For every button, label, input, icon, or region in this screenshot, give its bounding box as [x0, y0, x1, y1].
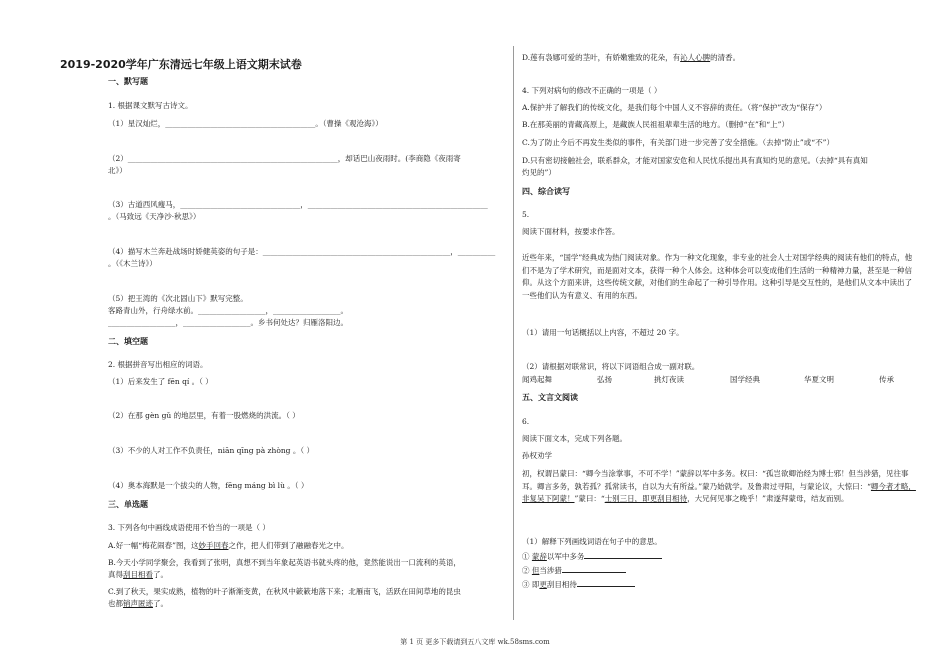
section-heading: 五、文言文阅读 — [522, 393, 578, 402]
item-text: 以军中多务 — [546, 552, 585, 561]
option-text: 了。 — [153, 599, 168, 608]
classical-passage — [522, 468, 918, 506]
section-heading: 四、综合读写 — [522, 187, 570, 196]
question-item: 。（《木兰诗》） — [108, 259, 157, 268]
answer-blank[interactable] — [562, 564, 626, 573]
word-option: 挑灯夜读 — [654, 375, 684, 384]
blank-item — [522, 564, 626, 576]
underlined-sentence: 卿今者才略，非复吴下阿蒙！ — [522, 481, 916, 503]
underlined-idiom: 沁人心脾 — [680, 53, 711, 62]
item-text: 当涉猎 — [539, 566, 562, 575]
blank-item — [522, 550, 662, 562]
question-number: 6. — [522, 417, 530, 426]
option-a: A.保护并了解我们的传统文化，是我们每个中国人义不容辞的责任。（将“保护”改为“保存”） — [522, 103, 827, 112]
passage-title: 孙权劝学 — [522, 451, 552, 460]
item-mark: ② — [522, 566, 530, 575]
question-item: （3）不少的人对工作不负责任，niān qīng pà zhòng 。（ ） — [108, 446, 315, 455]
underlined-idiom: 刮目相看 — [123, 570, 153, 579]
section-heading: 三、单选题 — [108, 500, 148, 509]
question-stem: 3. 下列各句中画线成语使用不恰当的一项是（ ） — [108, 523, 270, 532]
answer-blank[interactable] — [584, 550, 662, 559]
question-stem: 4. 下列对病句的修改不正确的一项是（ ） — [522, 86, 662, 95]
option-text: A.好一幅“梅花闹春”图，这 — [108, 541, 199, 550]
section-heading: 一、默写题 — [108, 77, 148, 86]
question-stem: 2. 根据拼音写出相应的词语。 — [108, 360, 208, 369]
question-number: 5. — [522, 210, 530, 219]
question-stem: 1. 根据课文默写古诗文。 — [108, 101, 193, 110]
sub-question: （1）解释下列画线词语在句子中的意思。 — [522, 537, 662, 546]
passage-text: ”蒙曰：“ — [574, 494, 605, 503]
option-d: D.只有密切接触社会，联系群众，才能对国家安危和人民忧乐提出具有真知灼见的意见。（去掉“具有真知 — [522, 156, 868, 165]
column-divider — [513, 46, 514, 620]
section-heading: 二、填空题 — [108, 337, 148, 346]
word-option: 华夏文明 — [804, 375, 834, 384]
passage-text: 初，权谓吕蒙曰：“卿今当涂掌事，不可不学！”蒙辞以军中多务。权曰：“孤岂欲卿治经为博士邪！但当涉猎，见往事耳。卿言多务，孰若孤？孤常读书，自以为大有所益。”蒙乃始就学。及鲁肃过寻阳，与蒙论议，大惊曰：“ — [522, 469, 909, 491]
question-item: （5）把王湾的《次北固山下》默写完整。 — [108, 294, 248, 303]
option-c: C.到了秋天，果实成熟，植物的叶子渐渐变黄，在秋风中簌簌地落下来；北雁南飞，活跃在田间草地的昆虫 — [108, 587, 461, 596]
option-a — [108, 540, 348, 551]
item-text: 即 — [531, 580, 540, 589]
question-item: 。（马致远《天净沙·秋思》） — [108, 212, 201, 221]
underlined-word: 但 — [531, 566, 540, 575]
answer-blank[interactable] — [577, 578, 635, 587]
page-footer: 第 1 页 更多下载请到五八文库 wk.58sms.com — [400, 638, 550, 646]
item-text: 刮目相待 — [546, 580, 577, 589]
option-text: 的清香。 — [710, 53, 741, 62]
option-text: 了。 — [153, 570, 168, 579]
reading-passage: 近些年来，“国学”经典成为热门阅读对象。作为一种文化现象，非专业的社会人士对国学经典的阅读有他们的特点，他们不是为了学术研究，而是面对文本，获得一种个人体会。这种体会可以变成他们生活的一种精神力量，甚至是一种信仰。从这个方面来讲，这些传统文献，对他们的生命起了一种引导作用。这种引导是交互性的，是他们从文本中读出了一些他们认为有意义、有用的东西。 — [522, 253, 913, 300]
question-stem: 阅读下面文本，完成下列各题。 — [522, 434, 627, 443]
option-b: B.在那美丽的青藏高原上，是藏族人民祖祖辈辈生活的地方。（删掉“在”和“上”） — [522, 120, 789, 129]
underlined-word: 更 — [539, 580, 547, 589]
question-item: （4）描写木兰奔赴战场时娇健英姿的句子是：__________________________________________________，__________ — [108, 247, 496, 256]
option-c: C.为了防止今后不再发生类似的事件，有关部门进一步完善了安全措施。（去掉“防止”或“不”） — [522, 138, 834, 147]
question-item: （1）星汉灿烂，________________________________________。（曹操《观沧海》） — [108, 119, 383, 128]
question-item: 客路青山外，行舟绿水前。__________________，__________________。 — [108, 306, 348, 315]
question-item: （1）后来发生了 fēn qí 。（ ） — [108, 377, 213, 386]
option-d — [522, 52, 740, 63]
option-b-cont — [108, 569, 168, 580]
exam-title: 2019-2020学年广东清远七年级上语文期末试卷 — [60, 58, 302, 71]
question-item: （4）奥本海默是一个拔尖的人物，fēng máng bì lù 。（ ） — [108, 481, 309, 490]
word-option: 传承 — [879, 375, 894, 384]
underlined-idiom: 妙手回春 — [198, 541, 229, 550]
question-item: （2）________________________________________________________，却话巴山夜雨时。(李商隐《夜雨寄 — [108, 154, 461, 163]
option-c-cont — [108, 598, 168, 609]
underlined-sentence: 士别三日，即更刮目相待 — [604, 494, 688, 503]
sub-question: （2）请根据对联常识，将以下词语组合成一副对联。 — [522, 362, 700, 371]
sub-question: （1）请用一句话概括以上内容，不超过 20 字。 — [522, 328, 684, 337]
option-text: 之作，把人们带到了融融春光之中。 — [228, 541, 349, 550]
item-mark: ③ — [522, 580, 530, 589]
word-option: 弘扬 — [597, 375, 612, 384]
option-text: 真得 — [108, 570, 123, 579]
question-item: 北》） — [108, 166, 127, 175]
passage-text: ，大兄何见事之晚乎！”肃遂拜蒙母，结友而别。 — [687, 494, 849, 503]
question-stem: 阅读下面材料，按要求作答。 — [522, 227, 620, 236]
question-item: （2）在那 gèn gǔ 的地层里，有着一股燃烧的洪流。（ ） — [108, 411, 300, 420]
word-option: 闻鸡起舞 — [522, 375, 552, 384]
option-b: B.今天小学同学聚会，我看到了张明，真想不到当年象起英语书就头疼的他，竟然能说出一口流利的英语， — [108, 558, 461, 567]
underlined-word: 蒙辞 — [531, 552, 547, 561]
word-option: 国学经典 — [730, 375, 760, 384]
question-item: （3）古道西风瘦马，________________________________，________________________________________________ — [108, 200, 488, 209]
underlined-idiom: 销声匿迹 — [123, 599, 153, 608]
option-text: 也都 — [108, 599, 123, 608]
item-mark: ① — [522, 552, 530, 561]
option-text: D.莲有袅娜可爱的茎叶，有娇嫩雅致的花朵，有 — [522, 53, 681, 62]
question-item: __________________，__________________。乡书何处达？归雁洛阳边。 — [108, 318, 348, 327]
blank-item — [522, 578, 635, 590]
option-d-cont: 灼见的”） — [522, 168, 556, 177]
